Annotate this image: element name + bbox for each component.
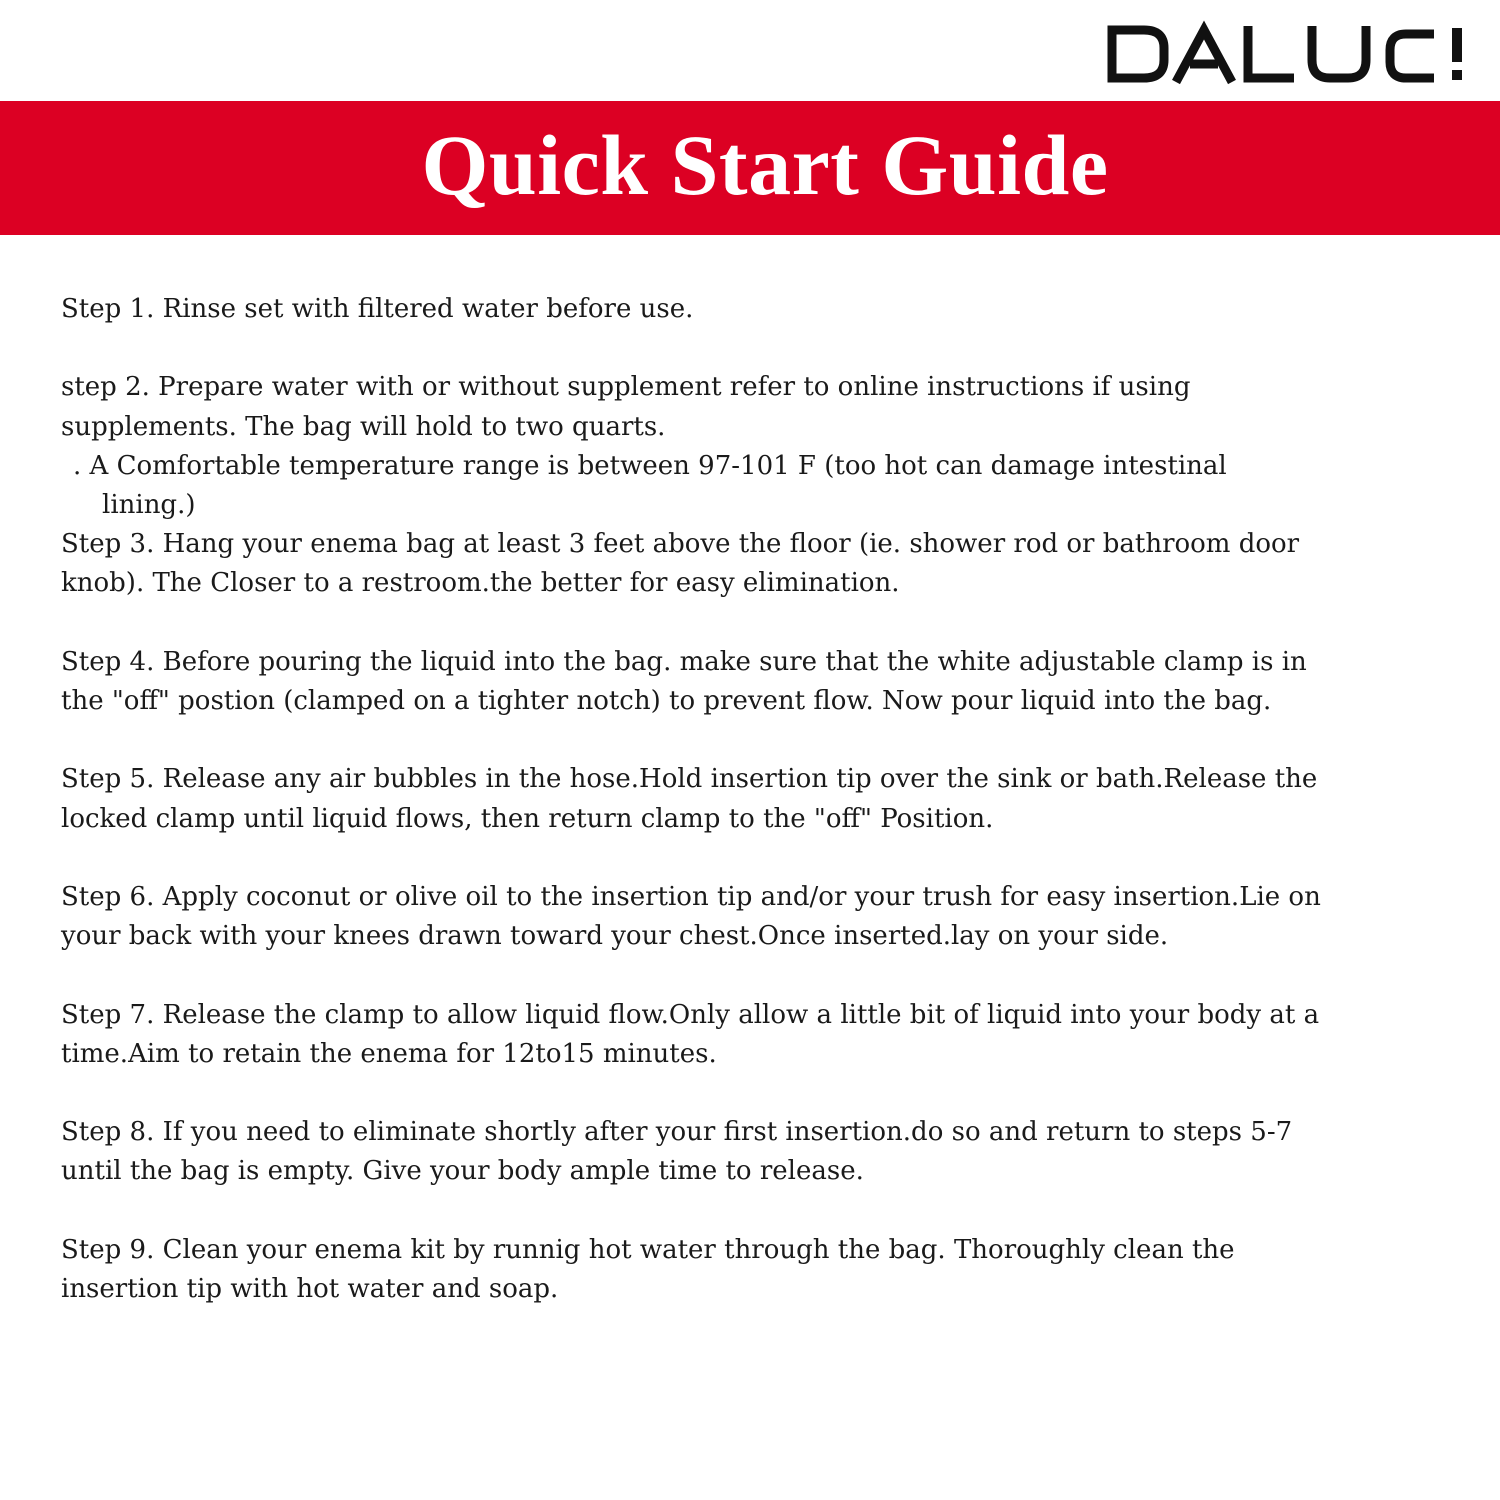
step-2-note-line-1: . A Comfortable temperature range is between 97-101 F (too hot can damage intestinal: [73, 450, 1227, 481]
step-9-line-1: Step 9. Clean your enema kit by runnig hot water through the bag. Thoroughly clean the: [61, 1234, 1235, 1265]
step-4-line-2: the "off" postion (clamped on a tighter notch) to prevent flow. Now pour liquid into the bag.: [61, 686, 1272, 716]
step-4: [61, 643, 1481, 721]
step-2: [61, 368, 1481, 525]
step-3: [61, 525, 1481, 603]
step-7-line-1: Step 7. Release the clamp to allow liquid flow.Only allow a little bit of liquid into your body at a: [61, 999, 1320, 1030]
step-8: [61, 1113, 1481, 1191]
step-4-line-1: Step 4. Before pouring the liquid into the bag. make sure that the white adjustable clamp is in: [61, 646, 1307, 677]
step-2-line-2: supplements. The bag will hold to two quarts.: [61, 411, 666, 442]
step-5-line-2: locked clamp until liquid flows, then return clamp to the "off" Position.: [61, 803, 994, 834]
step-8-line-1: Step 8. If you need to eliminate shortly after your first insertion.do so and return to steps 5-7: [61, 1117, 1293, 1148]
step-8-line-2: until the bag is empty. Give your body ample time to release.: [61, 1156, 864, 1187]
step-6-line-1: Step 6. Apply coconut or olive oil to the insertion tip and/or your trush for easy insertion.Lie on: [61, 881, 1321, 912]
step-9: [61, 1231, 1481, 1309]
step-6-line-2: your back with your knees drawn toward your chest.Once inserted.lay on your side.: [61, 921, 1169, 952]
step-5: [61, 760, 1481, 838]
step-7-line-2: time.Aim to retain the enema for 12to15 minutes.: [61, 1038, 717, 1069]
step-1: [61, 290, 1481, 329]
title-banner: [0, 101, 1500, 235]
step-3-line-2: knob). The Closer to a restroom.the better for easy elimination.: [61, 568, 900, 599]
step-1-line-1: Step 1. Rinse set with filtered water before use.: [61, 294, 694, 324]
step-5-line-1: Step 5. Release any air bubbles in the hose.Hold insertion tip over the sink or bath.Release the: [61, 764, 1318, 795]
page-title: Quick Start Guide: [421, 117, 1109, 213]
step-3-line-1: Step 3. Hang your enema bag at least 3 feet above the floor (ie. shower rod or bathroom door: [61, 529, 1300, 560]
step-2-line-1: step 2. Prepare water with or without supplement refer to online instructions if using: [61, 372, 1191, 403]
step-7: [61, 996, 1481, 1074]
step-9-line-2: insertion tip with hot water and soap.: [61, 1273, 559, 1304]
steps-list: [61, 290, 1481, 1309]
step-6: [61, 878, 1481, 956]
daluci-logo: [1106, 18, 1472, 90]
step-2-note-line-2: lining.): [102, 490, 196, 520]
